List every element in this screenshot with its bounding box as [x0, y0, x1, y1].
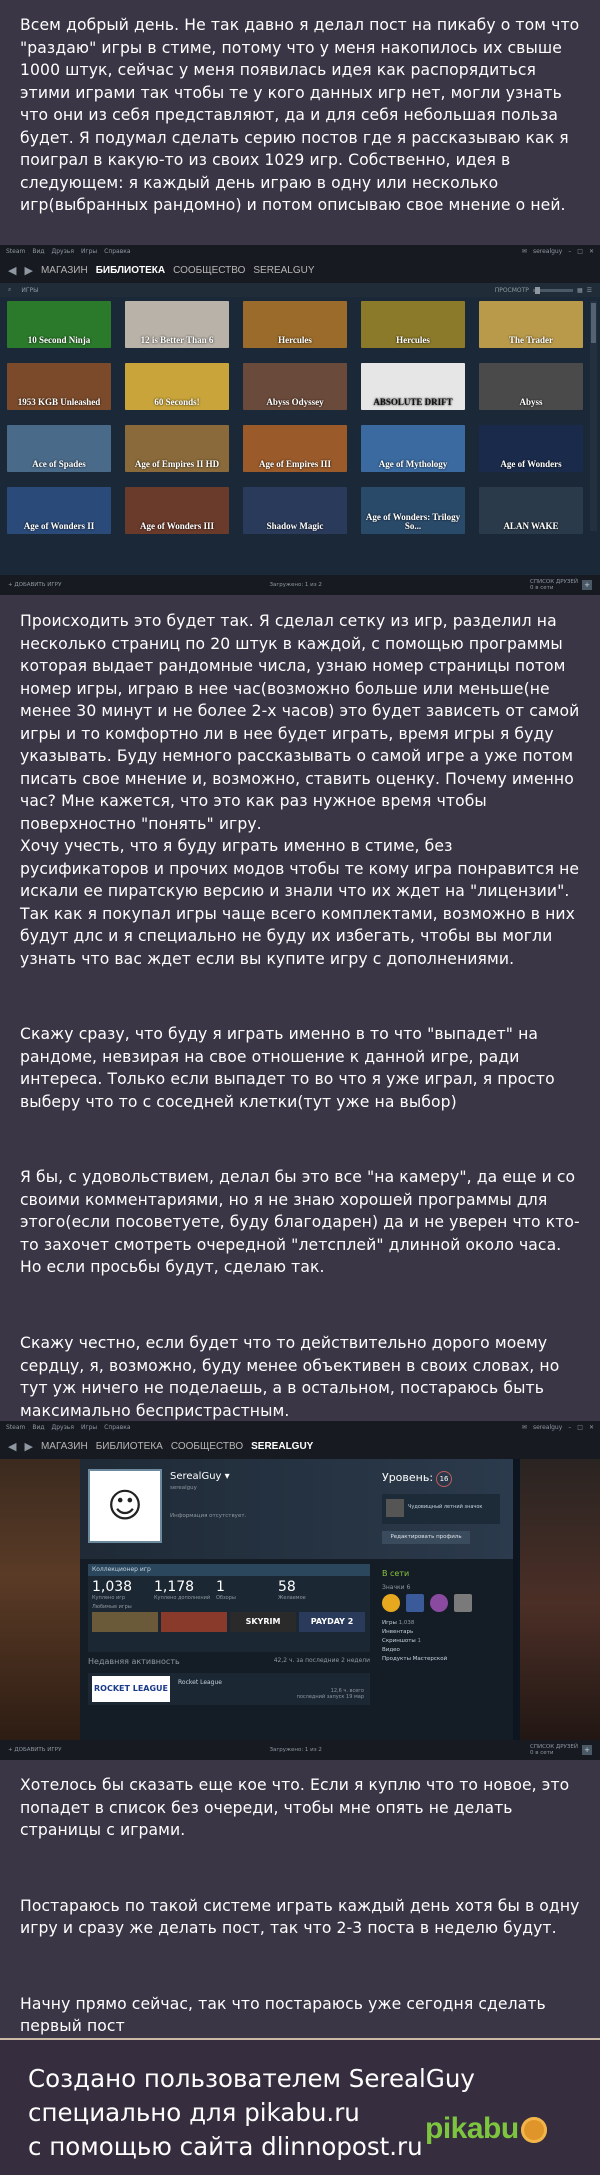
- menu-friends[interactable]: Друзья: [51, 248, 74, 255]
- list-view-icon[interactable]: ☰: [586, 286, 592, 294]
- profile-background-right: [520, 1459, 600, 1750]
- featured-badge[interactable]: Чудовищный летний значок: [382, 1494, 500, 1524]
- profile-area: [0, 1459, 600, 1750]
- game-tile[interactable]: 12 is Better Than 6: [125, 301, 229, 348]
- stat-item[interactable]: [278, 1580, 340, 1601]
- count-label: Видео: [382, 1647, 400, 1653]
- nav-store[interactable]: МАГАЗИН: [40, 1441, 88, 1452]
- stat-value: 1: [216, 1579, 225, 1595]
- menu-games[interactable]: Игры: [80, 248, 98, 255]
- game-tile[interactable]: ABSOLUTE DRIFT: [361, 363, 465, 410]
- game-tile[interactable]: Ace of Spades: [7, 425, 111, 472]
- stat-item[interactable]: [92, 1580, 154, 1601]
- menu-help[interactable]: Справка: [104, 1424, 131, 1431]
- game-tile[interactable]: 1953 KGB Unleashed: [7, 363, 111, 410]
- profile-subname: serealguy: [170, 1485, 197, 1491]
- add-game-button[interactable]: + ДОБАВИТЬ ИГРУ: [8, 1747, 62, 1753]
- profile-content: [80, 1459, 513, 1750]
- stat-value: 1,178: [154, 1579, 195, 1595]
- middle-text: [0, 595, 600, 1421]
- paragraph: Происходить это будет так. Я сделал сетку из игр, разделил на несколько страниц по 20 штук в каждой, с помощью программы которая выдает рандомные числа, узнаю номер страницы потом номер игры, играю в нее час(возможно больше или меньше(не менее 30 минут и не более 2-х часов) это будет зависеть от самой игры и то комфортно ли в нее будет играть, время игры я буду указывать. Буду немного рассказывать о самой игре а уже потом писать свое мнение и, возможно, ставить оценку. Почему именно час? Мне кажется, что это как раз нужное время чтобы поверхностно "понять" игру.: [20, 612, 580, 833]
- game-tile[interactable]: Age of Empires III: [243, 425, 347, 472]
- back-arrow-icon[interactable]: ◀: [8, 1441, 17, 1453]
- profile-right-column: [382, 1584, 502, 1665]
- profile-count-link[interactable]: [382, 1620, 502, 1626]
- library-games-tab[interactable]: ИГРЫ: [21, 286, 39, 294]
- forward-arrow-icon[interactable]: ▶: [24, 1441, 33, 1453]
- library-scrollbar[interactable]: [590, 301, 597, 531]
- recent-game-hours: 12,6 ч. всего последний запуск 19 мар: [296, 1688, 364, 1700]
- search-icon[interactable]: ⌕: [8, 286, 12, 293]
- footer-line-2: специально для pikabu.ru: [28, 2098, 360, 2127]
- menu-steam[interactable]: Steam: [6, 248, 26, 255]
- paragraph-gap: [20, 1294, 580, 1316]
- count-label: Скриншоты: [382, 1638, 416, 1644]
- online-status: В сети: [382, 1569, 410, 1578]
- pikabu-logo[interactable]: pikabu: [425, 2112, 547, 2146]
- badge-icon[interactable]: [406, 1594, 424, 1612]
- badge-icon: [386, 1499, 404, 1517]
- stat-label: Желаемое: [278, 1595, 306, 1601]
- favorite-game[interactable]: [161, 1612, 227, 1632]
- view-label: ПРОСМОТР: [494, 286, 529, 294]
- badge-icon[interactable]: [430, 1594, 448, 1612]
- profile-count-link[interactable]: [382, 1629, 502, 1635]
- count-value: 1,038: [398, 1620, 415, 1626]
- favorite-game[interactable]: PAYDAY 2: [299, 1612, 365, 1632]
- username[interactable]: serealguy: [532, 248, 563, 255]
- game-tile[interactable]: Age of Empires II HD: [125, 425, 229, 472]
- username[interactable]: serealguy: [532, 1424, 563, 1431]
- profile-count-link[interactable]: [382, 1647, 502, 1653]
- downloads-status[interactable]: Загружено: 1 из 2: [269, 1747, 322, 1753]
- nav-profile[interactable]: SEREALGUY: [251, 1441, 314, 1452]
- footer: [0, 2038, 600, 2175]
- paragraph: Постараюсь по такой системе играть каждый день хотя бы в одну игру и сразу же делать пост, так что 2-3 поста в неделю будут.: [20, 1896, 580, 1938]
- count-label: Продукты Мастерской: [382, 1656, 448, 1662]
- count-label: Игры: [382, 1620, 397, 1626]
- back-arrow-icon[interactable]: ◀: [8, 265, 17, 277]
- stat-label: Обзоры: [216, 1595, 236, 1601]
- profile-count-link[interactable]: [382, 1656, 502, 1662]
- steam-titlebar: [0, 1421, 600, 1434]
- menu-view[interactable]: Вид: [32, 1424, 45, 1431]
- rocket-league-logo[interactable]: ROCKET LEAGUE: [92, 1676, 170, 1702]
- game-tile[interactable]: Shadow Magic: [243, 487, 347, 534]
- cookie-icon: [521, 2117, 547, 2143]
- profile-header: [80, 1459, 513, 1559]
- footer-line-1: Создано пользователем SerealGuy: [28, 2064, 475, 2093]
- friends-plus-icon[interactable]: +: [582, 580, 592, 590]
- nav-library[interactable]: БИБЛИОТЕКА: [95, 265, 166, 276]
- friends-list-button[interactable]: СПИСОК ДРУЗЕЙ 0 в сети: [530, 1744, 578, 1756]
- game-tile[interactable]: ALAN WAKE: [479, 487, 583, 534]
- mail-icon[interactable]: ✉: [521, 248, 527, 255]
- steam-profile-screenshot: [0, 1421, 600, 1760]
- game-tile[interactable]: Abyss: [479, 363, 583, 410]
- game-tile[interactable]: 60 Seconds!: [125, 363, 229, 410]
- intro-paragraph: Всем добрый день. Не так давно я делал пост на пикабу о том что "раздаю" игры в стиме, потому что у меня накопилось их свыше 1000 штук, сейчас у меня появилась идея как распорядиться этими играми так чтобы те у кого данных игр нет, могли узнать что они из себя представляют, да и для себя небольшая польза будет. Я подумал сделать серию постов где я рассказываю как я поиграл в какую-то из своих 1029 игр. Собственно, идея в следующем: я каждый день играю в одну или несколько игр(выбранных рандомно) и потом описываю свое мнение о ней.: [20, 16, 580, 214]
- close-icon[interactable]: ✕: [588, 1424, 594, 1431]
- recent-activity: [88, 1657, 370, 1669]
- menu-games[interactable]: Игры: [80, 1424, 98, 1431]
- activity-label: Недавняя активность: [88, 1657, 180, 1666]
- game-tile[interactable]: Age of Wonders II: [7, 487, 111, 534]
- forward-arrow-icon[interactable]: ▶: [24, 265, 33, 277]
- maximize-icon[interactable]: □: [577, 1424, 583, 1431]
- profile-info: Информация отсутствует.: [170, 1513, 247, 1519]
- edit-profile-button[interactable]: Редактировать профиль: [382, 1531, 470, 1544]
- steam-titlebar: [0, 245, 600, 258]
- friends-plus-icon[interactable]: +: [582, 1745, 592, 1755]
- paragraph: Хотелось бы сказать еще кое что. Если я куплю что то новое, это попадет в список без очереди, чтобы мне опять не делать страницы с играми.: [20, 1776, 570, 1839]
- favorite-game[interactable]: SKYRIM: [230, 1612, 296, 1632]
- nav-library[interactable]: БИБЛИОТЕКА: [95, 1441, 163, 1452]
- footer-line-3: с помощью сайта dlinnopost.ru: [28, 2132, 423, 2161]
- steam-library-screenshot: [0, 245, 600, 595]
- steam-navbar: [0, 1434, 600, 1459]
- paragraph-gap: [20, 986, 580, 1008]
- intro-text: [0, 0, 600, 245]
- library-subbar: [0, 283, 600, 297]
- avatar[interactable]: ☺: [88, 1469, 162, 1543]
- game-collector-showcase: [88, 1564, 370, 1652]
- game-tile[interactable]: Age of Wonders III: [125, 487, 229, 534]
- stat-label: Куплено игр: [92, 1595, 126, 1601]
- paragraph: Я бы, с удовольствием, делал бы это все "на камеру", да еще и со своими комментариями, но я не знаю хорошей программы для этого(если посоветуете, буду благодарен) да и не уверен что кто-то захочет смотреть очередной "летсплей" длинной около часа. Но если просьбы будут, сделаю так.: [20, 1168, 580, 1277]
- steam-bottombar: [0, 1740, 600, 1760]
- game-tile[interactable]: Hercules: [243, 301, 347, 348]
- mail-icon[interactable]: ✉: [521, 1424, 527, 1431]
- stat-label: Куплено дополнений: [154, 1595, 211, 1601]
- paragraph-gap: [20, 1129, 580, 1151]
- level-badge: 16: [436, 1471, 452, 1487]
- recent-game-name[interactable]: Rocket League: [178, 1679, 222, 1686]
- badge-icon[interactable]: [382, 1594, 400, 1612]
- badge-icons: [382, 1594, 502, 1612]
- game-tile[interactable]: The Trader: [479, 301, 583, 348]
- game-tile[interactable]: Abyss Odyssey: [243, 363, 347, 410]
- nav-store[interactable]: МАГАЗИН: [40, 265, 88, 276]
- game-tile[interactable]: Age of Mythology: [361, 425, 465, 472]
- count-label: Инвентарь: [382, 1629, 414, 1635]
- menu-steam[interactable]: Steam: [6, 1424, 26, 1431]
- stat-item[interactable]: [154, 1580, 216, 1601]
- badge-icon[interactable]: [454, 1594, 472, 1612]
- final-text: [0, 1760, 600, 2038]
- footer-text: [28, 2062, 475, 2164]
- game-tile[interactable]: Age of Wonders: Trilogy So...: [361, 487, 465, 534]
- profile-count-link[interactable]: [382, 1638, 502, 1644]
- stat-value: 1,038: [92, 1579, 133, 1595]
- minimize-icon[interactable]: –: [568, 1424, 572, 1431]
- nav-community[interactable]: СООБЩЕСТВО: [170, 1441, 244, 1452]
- profile-background-left: [0, 1459, 80, 1750]
- downloads-status[interactable]: Загружено: 1 из 2: [269, 582, 322, 588]
- game-tile[interactable]: Age of Wonders: [479, 425, 583, 472]
- paragraph: Хочу учесть, что я буду играть именно в стиме, без русификаторов и прочих модов чтобы те кому игра понравится не искали ее пиратскую версию и знали что их ждет на "лицензии". Так как я покупал игры чаще всего комплектами, возможно в них будут длс и я специально не буду их избегать, чтобы вы могли узнать что вас ждет если вы купите игру с дополнениями.: [20, 837, 580, 968]
- menu-help[interactable]: Справка: [104, 248, 131, 255]
- close-icon[interactable]: ✕: [588, 248, 594, 255]
- zoom-slider[interactable]: [533, 289, 573, 292]
- favorite-game[interactable]: [92, 1612, 158, 1632]
- paragraph: Скажу честно, если будет что то действительно дорого моему сердцу, я, возможно, буду менее объективен в своих словах, но тут уж ничего не поделаешь, а в остальном, постараюсь быть максимально беспристрастным.: [20, 1334, 560, 1420]
- minimize-icon[interactable]: –: [568, 248, 572, 255]
- stat-item[interactable]: [216, 1580, 278, 1601]
- steam-navbar: [0, 258, 600, 283]
- recent-game[interactable]: [88, 1673, 370, 1705]
- maximize-icon[interactable]: □: [577, 248, 583, 255]
- paragraph: Начну прямо сейчас, так что постараюсь уже сегодня сделать первый пост: [20, 1994, 546, 2036]
- add-game-button[interactable]: + ДОБАВИТЬ ИГРУ: [8, 582, 62, 588]
- profile-name[interactable]: SerealGuy ▾: [170, 1471, 230, 1482]
- menu-view[interactable]: Вид: [32, 248, 45, 255]
- grid-view-icon[interactable]: ▦: [576, 286, 583, 294]
- paragraph-gap: [20, 1857, 580, 1879]
- favorites-label: Любимые игры: [92, 1604, 132, 1610]
- stat-value: 58: [278, 1579, 296, 1595]
- game-tile[interactable]: Hercules: [361, 301, 465, 348]
- steam-bottombar: [0, 575, 600, 595]
- nav-community[interactable]: СООБЩЕСТВО: [173, 265, 246, 276]
- menu-friends[interactable]: Друзья: [51, 1424, 74, 1431]
- paragraph-gap: [20, 1955, 580, 1977]
- profile-level: Уровень: 16: [382, 1471, 452, 1487]
- showcase-title: Коллекционер игр: [88, 1564, 370, 1576]
- game-tile[interactable]: 10 Second Ninja: [7, 301, 111, 348]
- badges-label[interactable]: Значки 6: [382, 1584, 411, 1591]
- paragraph: Скажу сразу, что буду я играть именно в то что "выпадет" на рандоме, невзирая на свое отношение к данной игре, ради интереса. Только если выпадет то во что я уже играл, я просто выберу что то с соседней клетки(тут уже на выбор): [20, 1025, 555, 1111]
- nav-profile[interactable]: SEREALGUY: [253, 265, 315, 276]
- count-value: 1: [417, 1638, 422, 1644]
- activity-hours: 42,2 ч. за последние 2 недели: [273, 1657, 370, 1664]
- library-grid: [0, 297, 600, 539]
- friends-list-button[interactable]: СПИСОК ДРУЗЕЙ 0 в сети: [530, 579, 578, 591]
